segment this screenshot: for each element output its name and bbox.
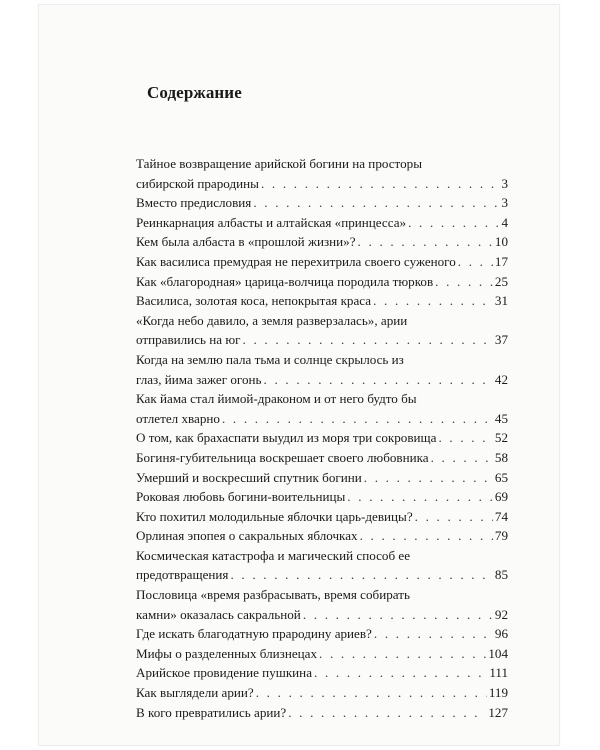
dot-leader bbox=[347, 487, 493, 507]
dot-leader bbox=[373, 291, 493, 311]
dot-leader bbox=[243, 330, 493, 350]
toc-entry-last-line bbox=[136, 272, 508, 292]
toc-entry bbox=[136, 291, 508, 311]
toc-entry-title-line: О том, как брахаспати выудил из моря три сокровища bbox=[136, 430, 437, 446]
toc-entry bbox=[136, 252, 508, 272]
toc-entry bbox=[136, 585, 508, 624]
dot-leader bbox=[261, 174, 500, 194]
dot-leader bbox=[256, 683, 487, 703]
dot-leader bbox=[288, 703, 486, 723]
dot-leader bbox=[458, 252, 493, 272]
toc-entry-last-line bbox=[136, 193, 508, 213]
toc-entry-last-line bbox=[136, 174, 508, 194]
toc-entry-last-line bbox=[136, 487, 508, 507]
toc-entry bbox=[136, 232, 508, 252]
toc-entry-title-line: Пословица «время разбрасывать, время собирать bbox=[136, 587, 410, 603]
toc-entry-last-line bbox=[136, 232, 508, 252]
toc-entry-page-number: 111 bbox=[489, 665, 508, 681]
toc-entry-page-number: 25 bbox=[494, 273, 508, 289]
toc-entry-title-line: Кем была албаста в «прошлой жизни»? bbox=[136, 234, 356, 250]
toc-entry-page-number: 96 bbox=[494, 626, 508, 642]
toc-entry-title-line: Реинкарнация албасты и алтайская «принцесса» bbox=[136, 214, 407, 230]
toc-entry-last-line bbox=[136, 370, 508, 390]
toc-entry-last-line bbox=[136, 330, 508, 350]
dot-leader bbox=[314, 663, 487, 683]
toc-entry-title-line: Роковая любовь богини-воительницы bbox=[136, 489, 346, 505]
toc-entry-last-line bbox=[136, 683, 508, 703]
toc-entry-last-line bbox=[136, 291, 508, 311]
toc-entry-last-line bbox=[136, 624, 508, 644]
toc-entry-last-line bbox=[136, 703, 508, 723]
toc-entry-page-number: 69 bbox=[494, 489, 508, 505]
toc-entry-title-line: сибирской прародины bbox=[136, 175, 259, 191]
toc-entry bbox=[136, 213, 508, 233]
toc-entry bbox=[136, 624, 508, 644]
toc-entry-page-number: 85 bbox=[494, 567, 508, 583]
toc-entry-last-line bbox=[136, 644, 508, 664]
page-title: Содержание bbox=[147, 83, 242, 102]
toc-entry-last-line bbox=[136, 663, 508, 683]
toc-entry-page-number: 45 bbox=[494, 410, 508, 426]
toc-entry-title-line: Мифы о разделенных близнецах bbox=[136, 645, 318, 661]
dot-leader bbox=[360, 526, 493, 546]
toc-entry bbox=[136, 311, 508, 350]
toc-entry-last-line bbox=[136, 409, 508, 429]
dot-leader bbox=[230, 565, 492, 585]
toc-entry-page-number: 3 bbox=[501, 195, 508, 211]
toc-entry-last-line bbox=[136, 605, 508, 625]
toc-entry-title-line: Как выглядели арии? bbox=[136, 685, 254, 701]
toc-entry-last-line bbox=[136, 565, 508, 585]
toc-entry-title-line: Как василиса премудрая не перехитрила своего суженого bbox=[136, 253, 456, 269]
toc-entry-page-number: 3 bbox=[501, 175, 508, 191]
toc-entry-title-line: Вместо предисловия bbox=[136, 195, 252, 211]
toc-entry-title-line: Когда на землю пала тьма и солнце скрылось из bbox=[136, 351, 404, 367]
toc-entry-last-line bbox=[136, 448, 508, 468]
toc-entry-page-number: 31 bbox=[494, 293, 508, 309]
toc-entry-title-line: Где искать благодатную прародину ариев? bbox=[136, 626, 372, 642]
dot-leader bbox=[319, 644, 486, 664]
toc-entry-page-number: 4 bbox=[501, 214, 508, 230]
dot-leader bbox=[264, 370, 493, 390]
toc-entry-title-line: Космическая катастрофа и магический способ ее bbox=[136, 547, 411, 563]
toc-entry-last-line bbox=[136, 526, 508, 546]
dot-leader bbox=[222, 409, 493, 429]
dot-leader bbox=[415, 507, 493, 527]
toc-entry-title-line: Василиса, золотая коса, непокрытая краса bbox=[136, 293, 372, 309]
toc-entry-page-number: 52 bbox=[494, 430, 508, 446]
dot-leader bbox=[438, 428, 492, 448]
toc-entry-last-line bbox=[136, 213, 508, 233]
dot-leader bbox=[374, 624, 493, 644]
dot-leader bbox=[431, 448, 493, 468]
toc-entry-page-number: 79 bbox=[494, 528, 508, 544]
toc-entry bbox=[136, 526, 508, 546]
toc-entry bbox=[136, 389, 508, 428]
toc-entry-page-number: 127 bbox=[488, 704, 508, 720]
toc-entry bbox=[136, 487, 508, 507]
toc-entry bbox=[136, 546, 508, 585]
toc-entry bbox=[136, 272, 508, 292]
toc-entry-page-number: 92 bbox=[494, 606, 508, 622]
toc-entry bbox=[136, 703, 508, 723]
toc-entry bbox=[136, 154, 508, 193]
toc-entry-title-line: отлетел хварно bbox=[136, 410, 220, 426]
dot-leader bbox=[303, 605, 493, 625]
toc-entry-title-line: Умерший и воскресший спутник богини bbox=[136, 469, 362, 485]
toc-entry-title-line: Как йама стал йимой-драконом и от него будто бы bbox=[136, 391, 417, 407]
toc-entry bbox=[136, 448, 508, 468]
toc-entry-title-line: камни» оказалась сакральной bbox=[136, 606, 301, 622]
toc-entry-title-line: отправились на юг bbox=[136, 332, 241, 348]
toc-entry-last-line bbox=[136, 468, 508, 488]
toc-entry-last-line bbox=[136, 428, 508, 448]
toc-entry-title-line: Как «благородная» царица-волчица породила тюрков bbox=[136, 273, 434, 289]
toc-entry-title-line: Кто похитил молодильные яблочки царь-девицы? bbox=[136, 508, 413, 524]
toc-entry-page-number: 119 bbox=[488, 685, 508, 701]
toc-entry-title-line: Орлиная эпопея о сакральных яблочках bbox=[136, 528, 358, 544]
toc-entry-title-line: глаз, йима зажег огонь bbox=[136, 371, 262, 387]
table-of-contents bbox=[136, 154, 508, 722]
toc-entry-title-line: Тайное возвращение арийской богини на просторы bbox=[136, 156, 422, 171]
toc-entry-page-number: 74 bbox=[494, 508, 508, 524]
toc-entry bbox=[136, 507, 508, 527]
toc-entry-page-number: 58 bbox=[494, 449, 508, 465]
toc-entry-page-number: 65 bbox=[494, 469, 508, 485]
dot-leader bbox=[364, 468, 493, 488]
toc-entry bbox=[136, 683, 508, 703]
toc-entry-title-line: В кого превратились арии? bbox=[136, 704, 287, 720]
toc-entry-title-line: «Когда небо давило, а земля разверзалась», арии bbox=[136, 312, 408, 328]
dot-leader bbox=[435, 272, 493, 292]
dot-leader bbox=[253, 193, 499, 213]
toc-entry-title-line: Арийское провидение пушкина bbox=[136, 665, 313, 681]
toc-entry-last-line bbox=[136, 507, 508, 527]
dot-leader bbox=[408, 213, 499, 233]
toc-entry-page-number: 104 bbox=[488, 645, 508, 661]
toc-entry bbox=[136, 193, 508, 213]
toc-entry-title-line: Богиня-губительница воскрешает своего любовника bbox=[136, 449, 429, 465]
toc-entry bbox=[136, 644, 508, 664]
book-page bbox=[38, 4, 560, 746]
toc-entry bbox=[136, 428, 508, 448]
toc-entry-page-number: 17 bbox=[494, 253, 508, 269]
toc-entry-page-number: 37 bbox=[494, 332, 508, 348]
toc-entry-last-line bbox=[136, 252, 508, 272]
toc-entry bbox=[136, 350, 508, 389]
toc-entry-page-number: 10 bbox=[494, 234, 508, 250]
toc-entry-title-line: предотвращения bbox=[136, 567, 229, 583]
dot-leader bbox=[358, 232, 493, 252]
toc-entry bbox=[136, 468, 508, 488]
toc-entry-page-number: 42 bbox=[494, 371, 508, 387]
toc-entry bbox=[136, 663, 508, 683]
